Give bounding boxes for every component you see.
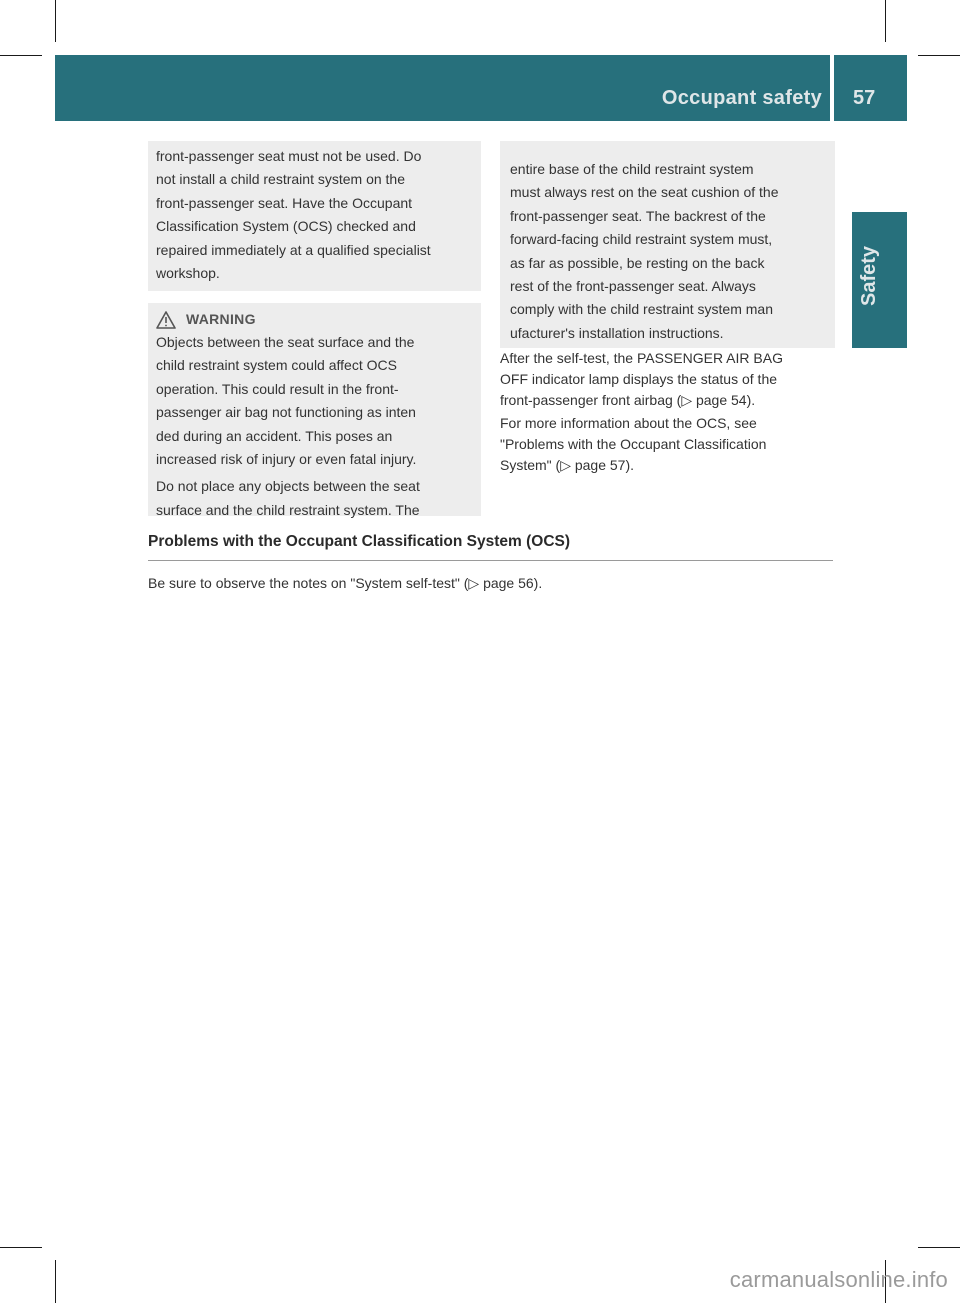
panel-line: workshop. bbox=[156, 265, 220, 282]
panel-line: rest of the front-passenger seat. Always bbox=[510, 278, 756, 295]
warning-line: surface and the child restraint system. The bbox=[156, 501, 420, 518]
crop-mark bbox=[55, 1260, 56, 1303]
warning-header bbox=[156, 308, 481, 331]
panel-line: must always rest on the seat cushion of the bbox=[510, 184, 779, 201]
heading-rule bbox=[148, 560, 833, 561]
paragraph-line: OFF indicator lamp displays the status of the bbox=[500, 371, 778, 387]
section-heading: Problems with the Occupant Classification System (OCS) bbox=[148, 533, 571, 550]
warning-triangle-icon bbox=[156, 311, 176, 329]
warning-line: ded during an accident. This poses an bbox=[156, 427, 393, 444]
panel-line: ufacturer's installation instructions. bbox=[510, 324, 724, 341]
panel-line: repaired immediately at a qualified specialist bbox=[156, 241, 431, 258]
paragraph-line: System" (▷ page 57). bbox=[500, 457, 635, 473]
warning-line: increased risk of injury or even fatal injury. bbox=[156, 451, 417, 468]
panel-line: front-passenger seat must not be used. Do bbox=[156, 148, 422, 164]
left-continued-panel bbox=[148, 141, 481, 291]
panel-line: forward-facing child restraint system must, bbox=[510, 231, 773, 248]
side-tab-label: Safety bbox=[858, 245, 880, 306]
page-number: 57 bbox=[853, 87, 876, 109]
panel-line: Classification System (OCS) checked and bbox=[156, 218, 416, 235]
section-body: Be sure to observe the notes on "System self-test" (▷ page 56). bbox=[148, 575, 543, 591]
crop-mark bbox=[918, 1247, 960, 1248]
panel-line: front-passenger seat. Have the Occupant bbox=[156, 194, 413, 211]
warning-line: operation. This could result in the front- bbox=[156, 380, 399, 397]
panel-line: comply with the child restraint system man bbox=[510, 301, 773, 318]
warning-label: WARNING bbox=[186, 310, 256, 327]
crop-mark bbox=[918, 55, 960, 56]
status-paragraph bbox=[500, 348, 830, 411]
panel-line: not install a child restraint system on the bbox=[156, 171, 406, 188]
crop-mark bbox=[885, 0, 886, 42]
paragraph-line: "Problems with the Occupant Classification bbox=[500, 436, 767, 452]
watermark: carmanualsonline.info bbox=[729, 1267, 948, 1292]
side-tab bbox=[852, 212, 907, 348]
panel-line: as far as possible, be resting on the back bbox=[510, 254, 765, 271]
panel-line: entire base of the child restraint system bbox=[510, 161, 754, 177]
right-continued-panel bbox=[500, 141, 835, 348]
warning-line: passenger air bag not functioning as inten bbox=[156, 404, 416, 421]
section-title: Occupant safety bbox=[661, 87, 822, 109]
warning-line: Do not place any objects between the seat bbox=[156, 478, 420, 495]
paragraph-line: For more information about the OCS, see bbox=[500, 415, 757, 431]
crop-mark bbox=[55, 0, 56, 42]
warning-line: child restraint system could affect OCS bbox=[156, 357, 397, 374]
paragraph-line: After the self-test, the PASSENGER AIR BAG bbox=[500, 350, 783, 366]
panel-line: front-passenger seat. The backrest of the bbox=[510, 207, 766, 224]
crop-mark bbox=[0, 55, 42, 56]
header-divider bbox=[830, 55, 834, 121]
paragraph-line: front-passenger front airbag (▷ page 54). bbox=[500, 392, 756, 408]
warning-line: Objects between the seat surface and the bbox=[156, 334, 415, 350]
warning-panel bbox=[148, 303, 481, 516]
header-bar bbox=[55, 55, 907, 121]
crop-mark bbox=[0, 1247, 42, 1248]
more-info-paragraph bbox=[500, 413, 830, 476]
